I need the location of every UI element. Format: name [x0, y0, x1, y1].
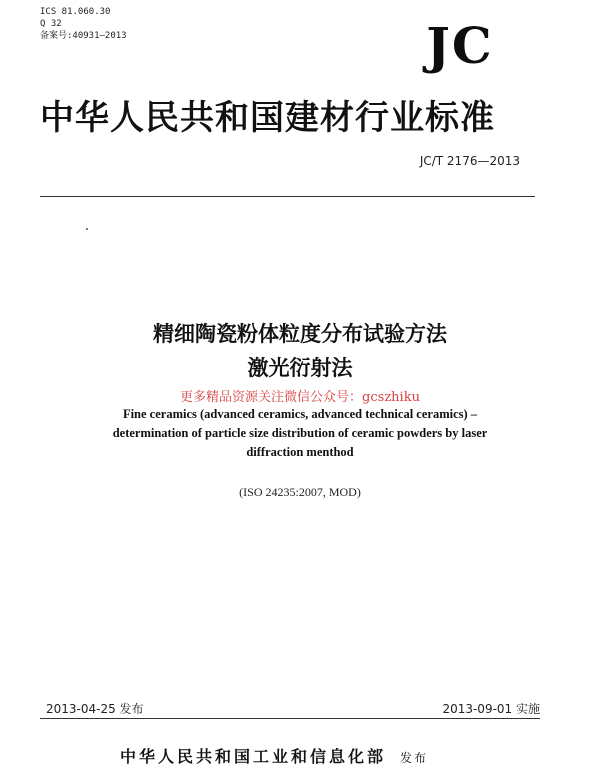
- publish-date: 2013-04-25 发布: [46, 702, 144, 716]
- standard-number: JC/T 2176—2013: [419, 154, 520, 168]
- title-cn-line1: 精细陶瓷粉体粒度分布试验方法: [153, 322, 447, 346]
- title-en-line3: diffraction menthod: [246, 445, 354, 459]
- issuer: [120, 744, 500, 767]
- issuer-suffix: 发布: [400, 751, 429, 765]
- ics-code: ICS 81.060.30: [40, 7, 111, 17]
- agency-title: 中华人民共和国建材行业标准: [40, 98, 495, 138]
- title-cn-line2: 激光衍射法: [247, 356, 353, 380]
- speck-mark: [86, 228, 88, 230]
- issuer-name: 中华人民共和国工业和信息化部: [120, 747, 387, 766]
- footer-divider: [40, 718, 540, 719]
- ccs-code: Q 32: [40, 19, 62, 29]
- watermark-text: 更多精品资源关注微信公众号：gcszhiku: [180, 390, 420, 405]
- filing-number: 备案号:40931—2013: [40, 31, 127, 41]
- title-en: [40, 405, 560, 462]
- jc-logo: JC: [426, 16, 494, 75]
- implement-date: 2013-09-01 实施: [442, 702, 540, 716]
- title-en-line2: determination of particle size distribution of ceramic powders by laser: [112, 426, 488, 440]
- iso-reference: (ISO 24235:2007, MOD): [239, 485, 361, 499]
- title-en-line1: Fine ceramics (advanced ceramics, advanced technical ceramics) –: [122, 407, 478, 421]
- header-divider: [40, 196, 535, 197]
